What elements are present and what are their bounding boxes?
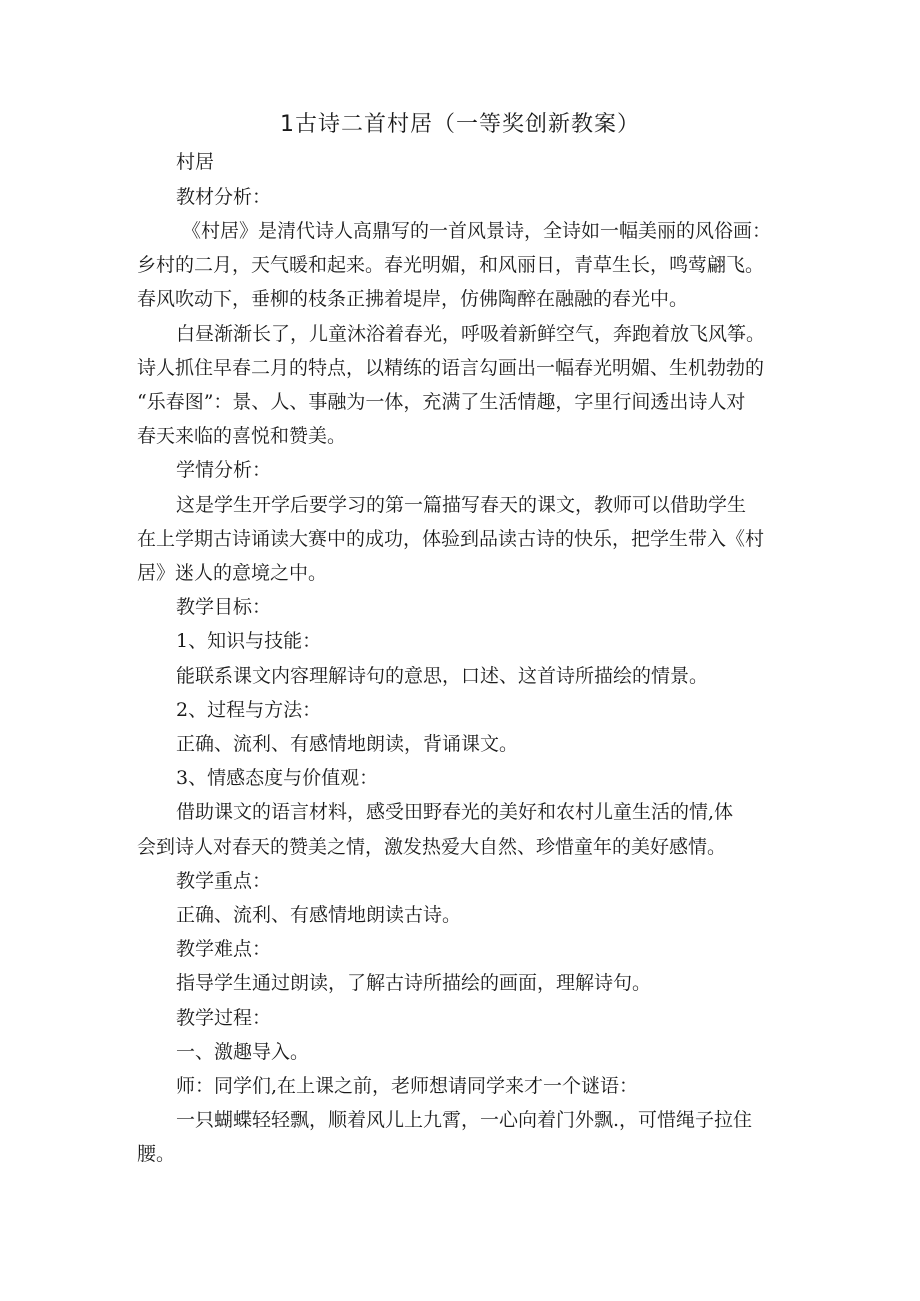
paragraph-line: 居》迷人的意境之中。 [137, 562, 328, 584]
paragraph-line: 乡村的二月，天气暖和起来。春光明媚，和风丽日，青草生长，鸣莺翩飞。 [137, 254, 765, 276]
section-heading-material-analysis: 教材分析： [176, 186, 272, 208]
paragraph-line: 腰。 [137, 1143, 176, 1165]
section-heading-teaching-goals: 教学目标： [176, 596, 272, 618]
section-heading-cunju: 村居 [176, 151, 215, 173]
section-heading-learner-analysis: 学情分析： [176, 459, 272, 481]
paragraph-line: 这是学生开学后要学习的第一篇描写春天的课文，教师可以借助学生 [176, 494, 747, 516]
section-heading-teaching-process: 教学过程： [176, 1007, 272, 1029]
paragraph-line: 《村居》是清代诗人高鼎写的一首风景诗，全诗如一幅美丽的风俗画： [182, 220, 772, 242]
paragraph-line: “乐春图”：景、人、事融为一体，充满了生活情趣，字里行间透出诗人对 [137, 391, 746, 413]
subheading-knowledge-skills: 1、知识与技能： [176, 630, 322, 652]
paragraph-line: 白昼渐渐长了，儿童沐浴着春光，呼吸着新鲜空气，奔跑着放飞风筝。 [176, 323, 766, 345]
paragraph-line: 会到诗人对春天的赞美之情，激发热爱大自然、珍惜童年的美好感情。 [137, 836, 727, 858]
paragraph-line: 借助课文的语言材料，感受田野春光的美好和农村儿童生活的情,体 [176, 801, 734, 823]
subheading-emotion-values: 3、情感态度与价值观： [176, 767, 379, 789]
section-heading-key-points: 教学重点： [176, 870, 272, 892]
paragraph-line: 能联系课文内容理解诗句的意思，口述、这首诗所描绘的情景。 [176, 665, 709, 687]
paragraph-line: 一只蝴蝶轻轻飘，顺着风儿上九霄，一心向着门外飘.，可惜绳子拉住 [176, 1109, 753, 1131]
paragraph-line: 诗人抓住早春二月的特点，以精练的语言勾画出一幅春光明媚、生机勃勃的 [137, 357, 765, 379]
paragraph-line: 在上学期古诗诵读大赛中的成功，体验到品读古诗的快乐，把学生带入《村 [137, 528, 765, 550]
paragraph-line: 春风吹动下，垂柳的枝条正拂着堤岸，仿佛陶醉在融融的春光中。 [137, 288, 689, 310]
paragraph-line: 正确、流利、有感情地朗读古诗。 [176, 904, 462, 926]
document-title: 1古诗二首村居（一等奖创新教案） [280, 112, 640, 137]
paragraph-line: 指导学生通过朗读，了解古诗所描绘的画面，理解诗句。 [176, 972, 652, 994]
subheading-introduction: 一、激趣导入。 [176, 1041, 310, 1063]
subheading-process-methods: 2、过程与方法： [176, 699, 322, 721]
section-heading-difficulties: 教学难点： [176, 938, 272, 960]
paragraph-line: 春天来临的喜悦和赞美。 [137, 425, 347, 447]
paragraph-line: 正确、流利、有感情地朗读，背诵课文。 [176, 733, 519, 755]
paragraph-line: 师：同学们,在上课之前，老师想请同学来才一个谜语： [176, 1075, 639, 1097]
